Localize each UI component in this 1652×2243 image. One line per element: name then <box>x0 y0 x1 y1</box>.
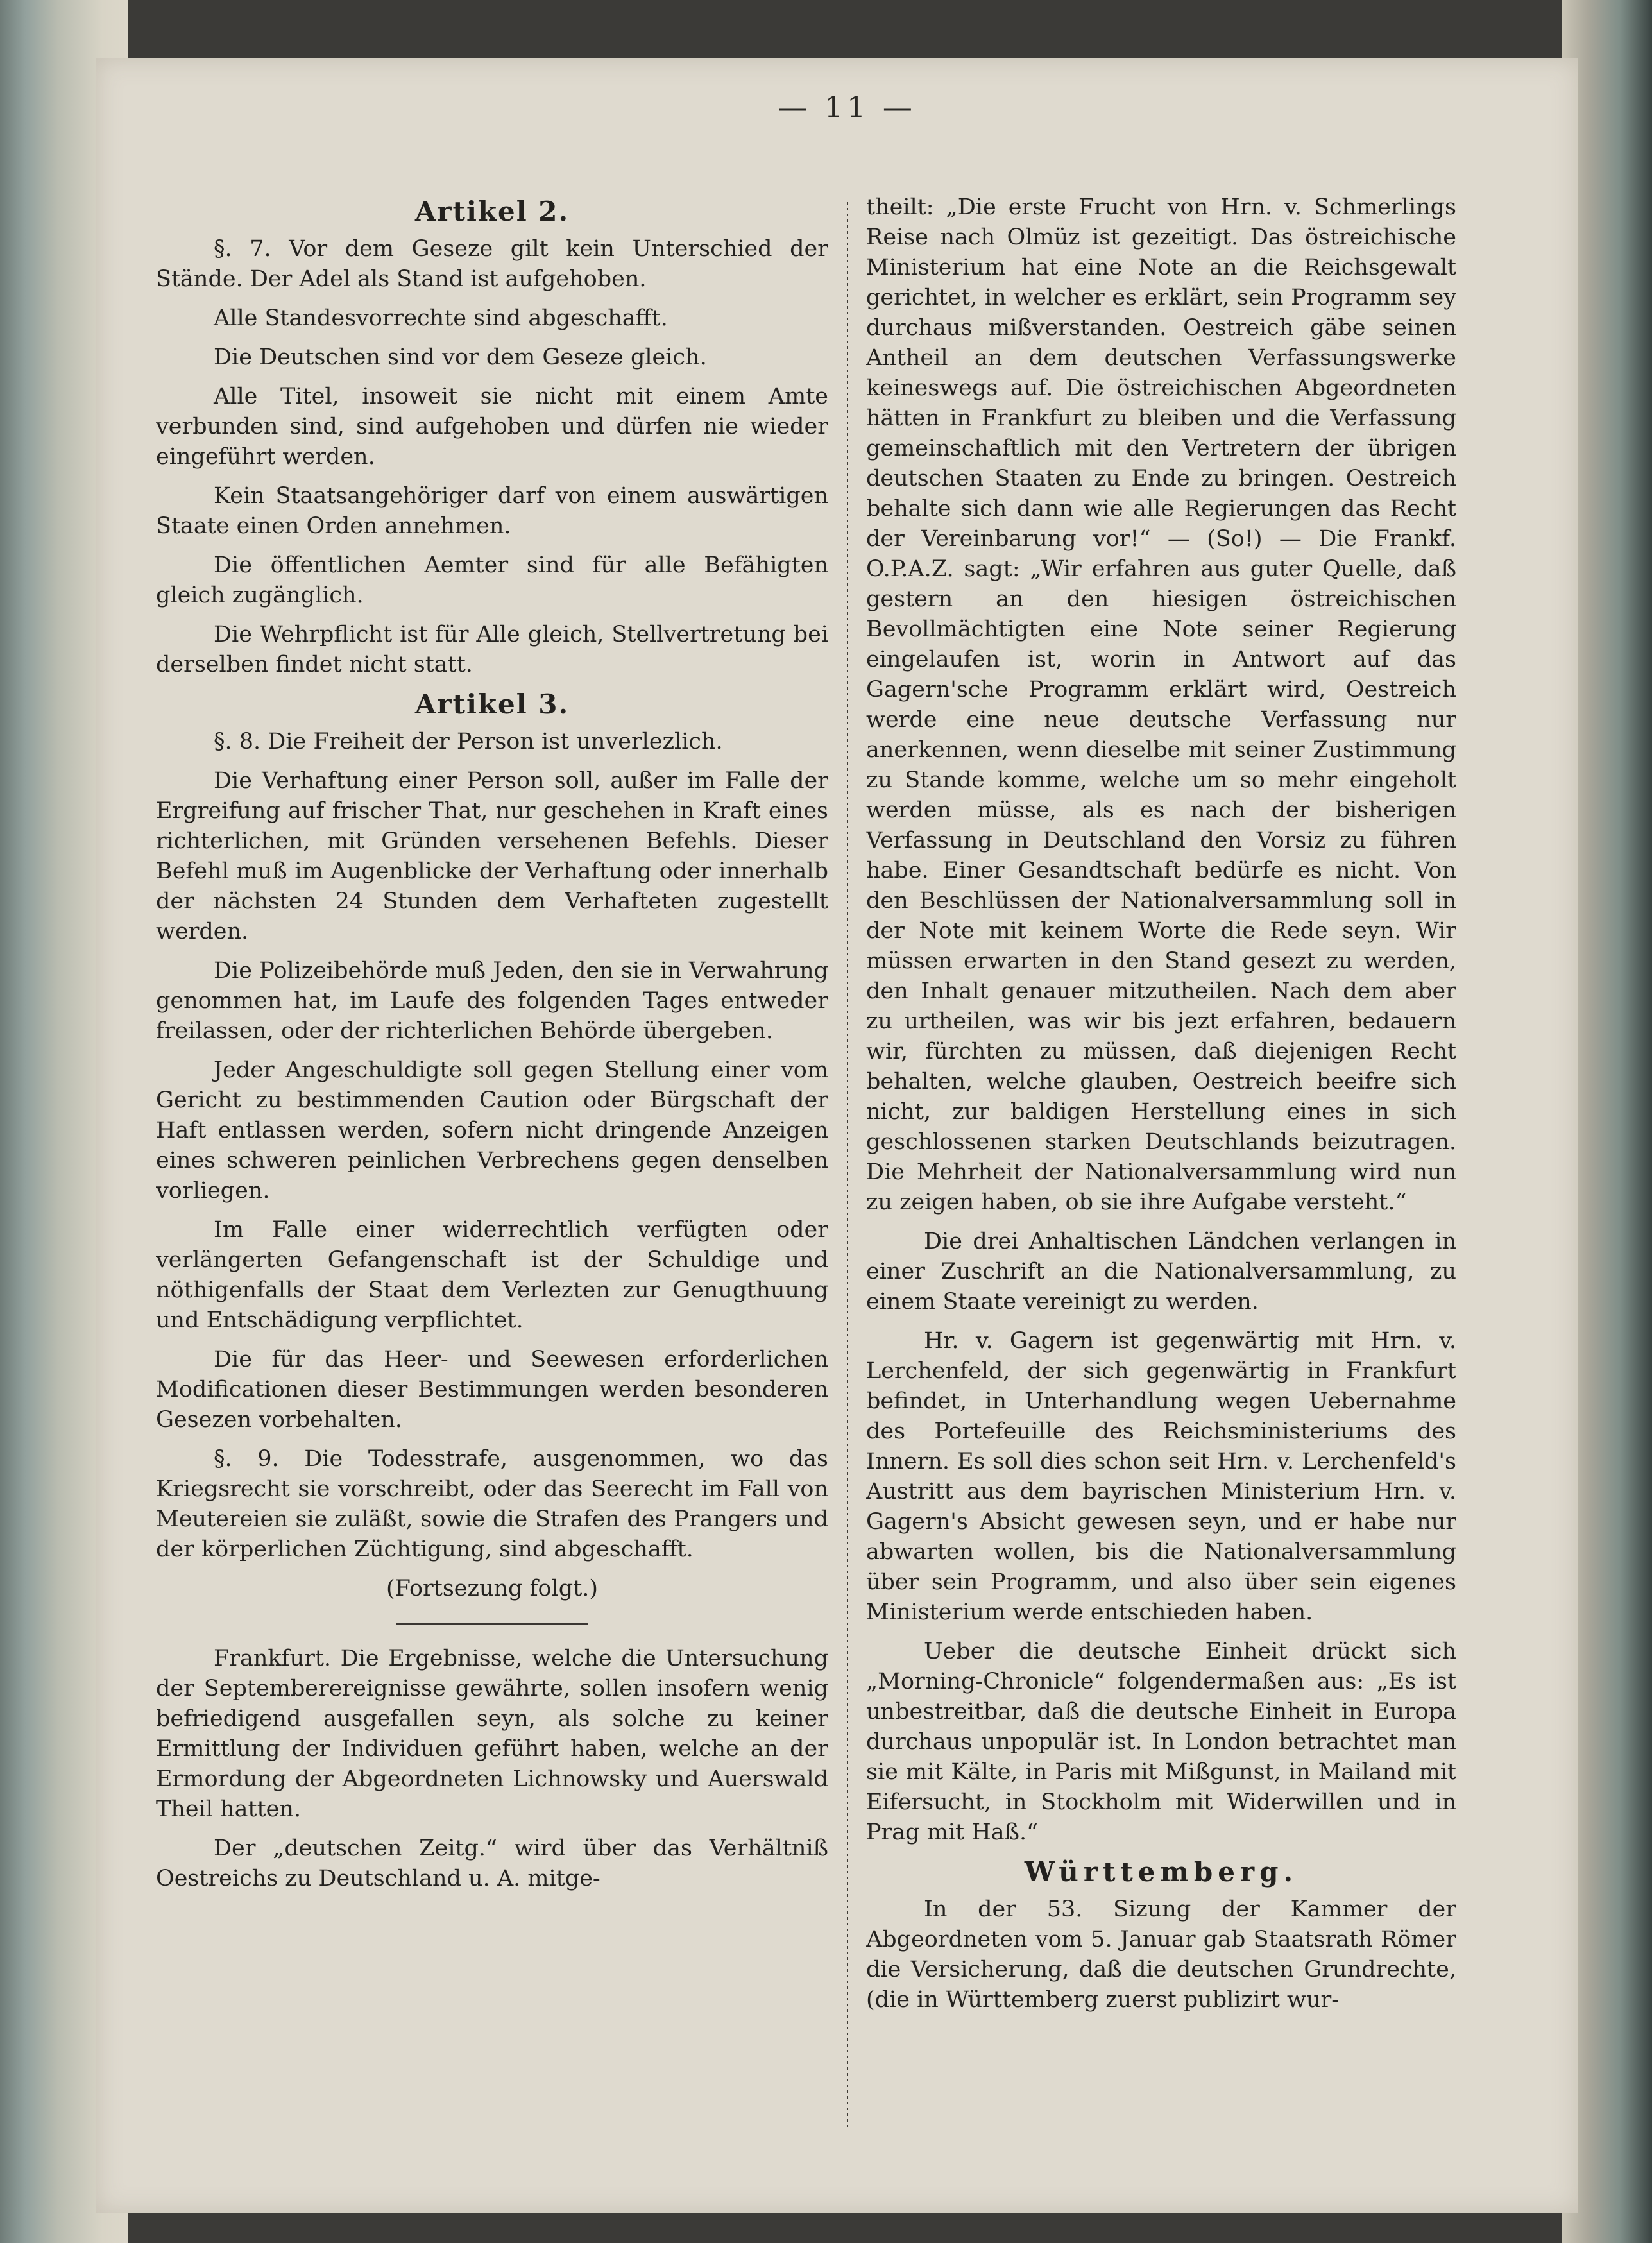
paragraph-7f: Die öffentlichen Aemter sind für alle Befähigten gleich zugänglich. <box>156 552 828 608</box>
left-column <box>156 192 828 2136</box>
paragraph-8c: Die Polizeibehörde muß Jeden, den sie in Verwahrung genommen hat, im Laufe des folgenden Tages entweder freilassen, oder der richterlichen Behörde übergeben. <box>156 958 828 1044</box>
frankfurt-report: Frankfurt. Die Ergebnisse, welche die Untersuchung der Septemberereignisse gewährte, sollen insofern wenig befriedigend ausgefallen seyn, als solche zu keiner Ermittlung der Individuen geführt haben, welche an der Ermordung der Abgeordneten Lichnowsky und Auerswald Theil hatten. <box>156 1646 828 1822</box>
paragraph-8d: Jeder Angeschuldigte soll gegen Stellung einer vom Gericht zu bestimmenden Caution oder Bürgschaft der Haft entlassen werden, sofern nicht dringende Anzeigen eines schweren peinlichen Verbrechens gegen denselben vorliegen. <box>156 1057 828 1204</box>
paragraph-7d: Alle Titel, insoweit sie nicht mit einem Amte verbunden sind, sind aufgehoben und dürfen nie wieder eingeführt werden. <box>156 384 828 470</box>
paragraph-8e: Im Falle einer widerrechtlich verfügten oder verlängerten Gefangenschaft ist der Schuldige und nöthigenfalls der Staat dem Verlezten zur Genugthuung und Entschädigung verpflichtet. <box>156 1217 828 1333</box>
right-column <box>866 192 1456 2136</box>
anhalt-report: Die drei Anhaltischen Ländchen verlangen in einer Zuschrift an die Nationalversammlung, zu einem Staate vereinigt zu werden. <box>866 1229 1456 1315</box>
gagern-report: Hr. v. Gagern ist gegenwärtig mit Hrn. v. Lerchenfeld, der sich gegenwärtig in Frankfurt befindet, in Unterhandlung wegen Uebernahme des Portefeuille des Reichsministeriums des Innern. Es soll dies schon seit Hrn. v. Lerchenfeld's Austritt aus dem bayrischen Ministerium Hrn. v. Gagern's Absicht gewesen seyn, und er habe nur abwarten wollen, bis die Nationalversammlung über sein Programm, und also über sein eigenes Ministerium werde entschieden haben. <box>866 1328 1456 1625</box>
morning-chronicle-report: Ueber die deutsche Einheit drückt sich „Morning-Chronicle“ folgendermaßen aus: „Es ist unbestreitbar, daß die deutsche Einheit in Europa durchaus unpopulär ist. In London betrachtet man sie mit Kälte, in Paris mit Mißgunst, in Mailand mit Eifersucht, in Stockholm mit Widerwillen und in Prag mit Haß.“ <box>866 1639 1456 1845</box>
article-3-heading: Artikel 3. <box>414 688 570 720</box>
section-rule <box>396 1623 588 1625</box>
deutsche-zeitung-report: Der „deutschen Zeitg.“ wird über das Verhältniß Oestreichs zu Deutschland u. A. mitge- <box>156 1836 828 1891</box>
paragraph-7c: Die Deutschen sind vor dem Geseze gleich. <box>214 345 707 370</box>
paragraph-7b: Alle Standesvorrechte sind abgeschafft. <box>214 305 668 331</box>
column-divider <box>847 202 848 2127</box>
paragraph-9: §. 9. Die Todesstrafe, ausgenommen, wo das Kriegsrecht sie vorschreibt, oder das Seerecht im Fall von Meutereien sie zuläßt, sowie die Strafen des Prangers und der körperlichen Züchtigung, sind abgeschafft. <box>156 1446 828 1562</box>
wuerttemberg-heading: Württemberg. <box>1024 1856 1299 1888</box>
austria-note-report: theilt: „Die erste Frucht von Hrn. v. Schmerlings Reise nach Olmüz ist gezeitigt. Das östreichische Ministerium hat eine Note an die Reichsgewalt gerichtet, in welcher es erklärt, sein Programm sey durchaus mißverstanden. Oestreich gäbe seinen Antheil an dem deutschen Verfassungswerke keineswegs auf. Die östreichischen Abgeordneten hätten in Frankfurt zu bleiben und die Verfassung gemeinschaftlich mit den Vertretern der übrigen deutschen Staaten zu Ende zu bringen. Oestreich behalte sich dann wie alle Regierungen das Recht der Vereinbarung vor!“ — (So!) — Die Frankf. O.P.A.Z. sagt: „Wir erfahren aus guter Quelle, daß gestern an den hiesigen östreichischen Bevollmächtigten eine Note seiner Regierung eingelaufen ist, worin in Antwort auf das Gagern'sche Programm erklärt wird, Oestreich werde eine neue deutsche Verfassung nur anerkennen, wenn dieselbe mit seiner Zustimmung zu Stande komme, welche um so mehr eingeholt werden müsse, als es nach der bisherigen Verfassung in Deutschland den Vorsiz zu führen habe. Einer Gesandtschaft bedürfe es nicht. Von den Beschlüssen der Nationalversammlung soll in der Note mit keinem Worte die Rede seyn. Wir müssen erwarten in den Stand gesezt zu werden, den Inhalt genauer mitzutheilen. Nach dem aber zu urtheilen, was wir bis jezt erfahren, bedauern wir, fürchten zu müssen, daß diejenigen Recht behalten, welche glauben, Oestreich beeifre sich nicht, zur baldigen Herstellung eines in sich geschlossenen starken Deutschlands beizutragen. Die Mehrheit der Nationalversammlung wird nun zu zeigen haben, ob sie ihre Aufgabe versteht.“ <box>866 194 1456 1215</box>
paragraph-7: §. 7. Vor dem Geseze gilt kein Unterschied der Stände. Der Adel als Stand ist aufgehoben. <box>156 236 828 292</box>
paragraph-7g: Die Wehrpflicht ist für Alle gleich, Stellvertretung bei derselben findet nicht statt. <box>156 622 828 678</box>
paragraph-8b: Die Verhaftung einer Person soll, außer im Falle der Ergreifung auf frischer That, nur geschehen in Kraft eines richterlichen, mit Gründen versehenen Befehls. Dieser Befehl muß im Augenblicke der Verhaftung oder innerhalb der nächsten 24 Stunden dem Verhafteten zugestellt werden. <box>156 768 828 944</box>
page-number: — 11 — <box>778 90 916 124</box>
paragraph-8: §. 8. Die Freiheit der Person ist unverlezlich. <box>214 729 723 755</box>
wuerttemberg-report: In der 53. Sizung der Kammer der Abgeordneten vom 5. Januar gab Staatsrath Römer die Versicherung, daß die deutschen Grundrechte, (die in Württemberg zuerst publizirt wur- <box>866 1897 1456 2013</box>
article-2-heading: Artikel 2. <box>414 196 570 227</box>
paragraph-7e: Kein Staatsangehöriger darf von einem auswärtigen Staate einen Orden annehmen. <box>156 483 828 539</box>
paragraph-8f: Die für das Heer- und Seewesen erforderlichen Modificationen dieser Bestimmungen werden besonderen Gesezen vorbehalten. <box>156 1347 828 1433</box>
continued-note: (Fortsezung folgt.) <box>386 1576 599 1601</box>
